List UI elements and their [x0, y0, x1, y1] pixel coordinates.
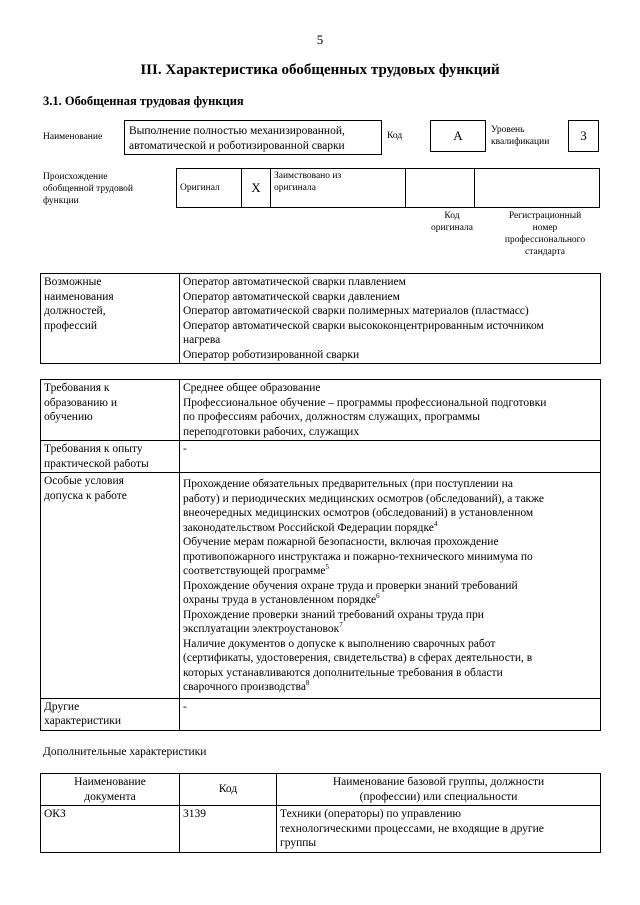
registration-caption: [490, 210, 600, 258]
additional-title: Дополнительные характеристики: [43, 746, 207, 758]
special-line: Обучение мерам пожарной безопасности, включая прохождение: [183, 536, 499, 548]
special-label-line: допуска к работе: [44, 489, 127, 502]
registration-caption-line: номер: [532, 223, 558, 233]
positions-label-line: наименования: [44, 290, 114, 303]
col-header-document: [41, 774, 180, 806]
special-label-line: Особые условия: [44, 475, 124, 487]
other-label-line: Другие: [44, 700, 80, 713]
special-line: внеочередных медицинских осмотров (обследований) в установленном: [183, 507, 534, 519]
special-line: работу) и периодических медицинских осмотров (обследований), а также: [183, 492, 545, 505]
special-line-text: соответствующей программе: [183, 565, 326, 577]
origin-label-line: Происхождение: [43, 172, 108, 182]
table-row: [41, 806, 601, 853]
original-mark: Х: [242, 169, 271, 208]
name-value-box: [124, 120, 382, 155]
footnote-ref[interactable]: 4: [433, 519, 438, 528]
footnote-ref[interactable]: 5: [325, 563, 329, 572]
sub-title: 3.1. Обобщенная трудовая функция: [43, 94, 244, 108]
row-name-line: технологическими процессами, не входящие в другие: [280, 822, 544, 835]
position-item: Оператор автоматической сварки плавлением: [183, 276, 406, 288]
col-header-line: (профессии) или специальности: [359, 790, 518, 803]
experience-value: -: [180, 441, 601, 473]
row-name-line: группы: [280, 837, 317, 849]
col-header-line: документа: [84, 790, 136, 803]
row-document: ОКЗ: [41, 806, 180, 853]
special-line: [183, 622, 597, 637]
education-value: [180, 380, 601, 441]
row-name-line: Техники (операторы) по управлению: [280, 808, 461, 820]
positions-label-line: Возможные: [44, 276, 102, 288]
borrowed-label-line: оригинала: [274, 183, 316, 193]
special-line: которых устанавливаются дополнительные требования в области: [183, 666, 503, 679]
row-code: 3139: [180, 806, 277, 853]
education-label-line: обучению: [44, 411, 93, 423]
footnote-ref[interactable]: 7: [339, 621, 343, 630]
special-line: Наличие документов о допуске к выполнению сварочных работ: [183, 637, 496, 650]
experience-label-line: Требования к опыту: [44, 443, 143, 455]
special-line: [183, 680, 597, 695]
code-caption-line: Код: [444, 211, 460, 221]
special-line: (сертификаты, удостоверения, свидетельства) в сферах деятельности, в: [183, 652, 533, 664]
origin-label-line: обобщенной трудовой: [43, 184, 133, 194]
code-value-box: А: [430, 120, 486, 152]
special-line-text: эксплуатации электроустановок: [183, 623, 340, 635]
col-header-line: Наименование базовой группы, должности: [332, 776, 545, 788]
col-header-name: [277, 774, 601, 806]
level-label-line: квалификации: [491, 137, 550, 147]
positions-label-line: профессий: [44, 319, 98, 332]
special-line-text: охраны труда в установленном порядке: [183, 594, 377, 606]
special-line: [183, 593, 597, 608]
special-line-text: сварочного производства: [183, 681, 306, 693]
education-line: переподготовки рабочих, служащих: [183, 425, 360, 438]
origin-label: [43, 171, 133, 207]
origin-table: [176, 168, 600, 208]
position-item: Оператор автоматической сварки давлением: [183, 290, 400, 303]
section-title: III. Характеристика обобщенных трудовых функций: [140, 62, 500, 78]
registration-caption-line: стандарта: [525, 247, 565, 257]
name-value-line: автоматической и роботизированной сварки: [129, 140, 345, 152]
col-header-line: Наименование: [74, 776, 146, 788]
code-label: Код: [387, 131, 403, 141]
borrowed-label-line: Заимствовано из: [274, 171, 342, 181]
position-item: Оператор роботизированной сварки: [183, 348, 360, 361]
level-value-box: 3: [568, 120, 599, 152]
positions-label-line: должностей,: [44, 305, 106, 317]
education-label-line: образованию и: [44, 396, 117, 409]
page-number: 5: [316, 32, 324, 47]
other-label-line: характеристики: [44, 715, 122, 727]
registration-caption-line: профессионального: [504, 235, 586, 245]
special-value: [180, 473, 601, 699]
origin-label-line: функции: [43, 196, 79, 206]
positions-table: [40, 273, 601, 364]
registration-number-cell: [475, 169, 600, 208]
footnote-ref[interactable]: 8: [305, 679, 310, 688]
positions-label: [41, 274, 180, 364]
name-label: Наименование: [43, 132, 103, 142]
position-item: Оператор автоматической сварки полимерных материалов (пластмасс): [183, 305, 529, 317]
level-label-line: Уровень: [491, 125, 525, 135]
special-line: Прохождение обязательных предварительных (при поступлении на: [183, 478, 513, 490]
additional-table: [40, 773, 601, 853]
special-line: Прохождение обучения охране труда и проверки знаний требований: [183, 579, 518, 592]
education-line: по профессиям рабочих, должностям служащих, программы: [183, 411, 480, 423]
level-label: [491, 124, 549, 148]
special-line-text: законодательством Российской Федерации порядке: [183, 521, 434, 534]
code-caption-line: оригинала: [431, 223, 473, 233]
footnote-ref[interactable]: 6: [376, 592, 380, 601]
special-line: противопожарного инструктажа и пожарно-технического минимума по: [183, 550, 533, 563]
positions-list: [180, 274, 601, 364]
special-line: [183, 521, 597, 536]
borrowed-label: [271, 169, 406, 208]
other-value: -: [180, 698, 601, 730]
requirements-table: [40, 379, 601, 731]
name-value-line: Выполнение полностью механизированной,: [129, 125, 345, 137]
registration-caption-line: Регистрационный: [508, 211, 582, 221]
special-line: [183, 564, 597, 579]
row-name: [277, 806, 601, 853]
experience-label-line: практической работы: [44, 457, 149, 470]
original-code-cell: [406, 169, 475, 208]
education-label-line: Требования к: [44, 382, 110, 394]
other-label: [41, 698, 180, 730]
original-label: Оригинал: [177, 169, 242, 208]
position-item: нагрева: [183, 334, 221, 346]
experience-label: [41, 441, 180, 473]
education-label: [41, 380, 180, 441]
education-line: Среднее общее образование: [183, 382, 321, 394]
special-label: [41, 473, 180, 699]
col-header-code: Код: [180, 774, 277, 806]
code-caption: [418, 210, 486, 234]
special-line: Прохождение проверки знаний требований охраны труда при: [183, 608, 484, 621]
education-line: Профессиональное обучение – программы профессиональной подготовки: [183, 396, 547, 409]
position-item: Оператор автоматической сварки высококонцентрированным источником: [183, 319, 544, 332]
